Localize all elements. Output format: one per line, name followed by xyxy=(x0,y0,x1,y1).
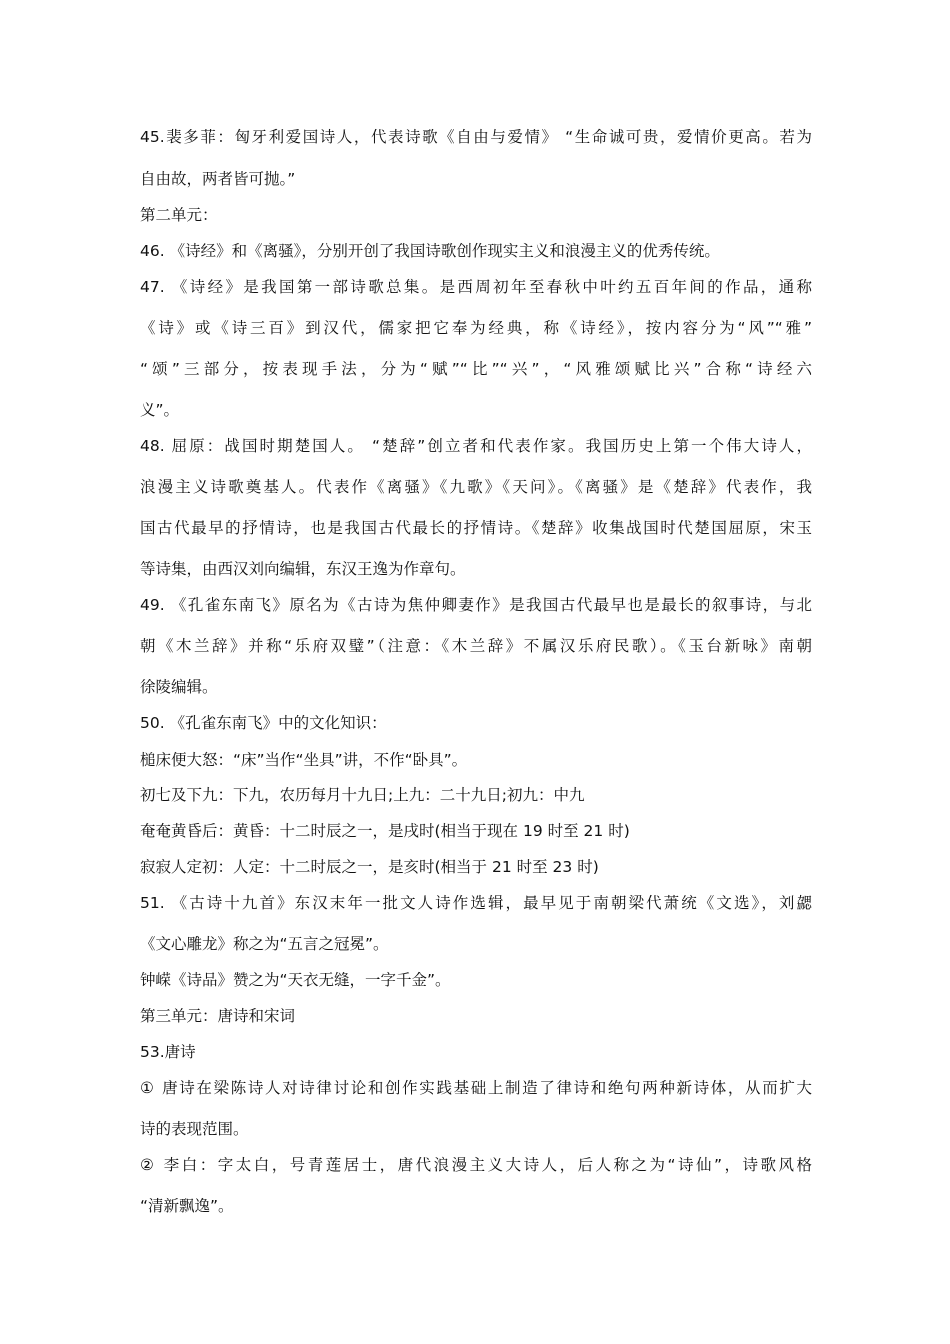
text-line: 46. 《诗经》和《离骚》，分别开创了我国诗歌创作现实主义和浪漫主义的优秀传统。 xyxy=(140,242,720,260)
section-heading: 第二单元： xyxy=(140,206,218,224)
text-line: 45.裴多菲：匈牙利爱国诗人，代表诗歌《自由与爱情》 “生命诚可贵，爱情价更高。若为 xyxy=(140,128,812,146)
text-line: 槌床便大怒：“床”当作“坐具”讲，不作“卧具”。 xyxy=(140,751,468,769)
text-line: 50. 《孔雀东南飞》中的文化知识： xyxy=(140,714,387,732)
text-line: 等诗集，由西汉刘向编辑，东汉王逸为作章句。 xyxy=(140,560,466,578)
text-line: 自由故，两者皆可抛。” xyxy=(140,170,296,188)
text-line: 《诗》或《诗三百》到汉代，儒家把它奉为经典，称《诗经》，按内容分为“风”“雅” xyxy=(140,319,812,337)
text-line: 《文心雕龙》称之为“五言之冠冕”。 xyxy=(140,935,389,953)
text-line: 49. 《孔雀东南飞》原名为《古诗为焦仲卿妻作》是我国古代最早也是最长的叙事诗，与北 xyxy=(140,596,812,614)
text-line: 初七及下九：下九，农历每月十九日;上九：二十九日;初九：中九 xyxy=(140,786,585,804)
text-line: 寂寂人定初：人定：十二时辰之一，是亥时(相当于 21 时至 23 时) xyxy=(140,858,599,876)
text-line: 53.唐诗 xyxy=(140,1043,196,1061)
text-line: 浪漫主义诗歌奠基人。代表作《离骚》《九歌》《天问》。《离骚》是《楚辞》代表作，我 xyxy=(140,478,812,496)
text-line: ① 唐诗在梁陈诗人对诗律讨论和创作实践基础上制造了律诗和绝句两种新诗体，从而扩大 xyxy=(140,1079,812,1097)
text-line: 47. 《诗经》是我国第一部诗歌总集。是西周初年至春秋中叶约五百年间的作品，通称 xyxy=(140,278,812,296)
text-line: “清新飘逸”。 xyxy=(140,1197,234,1215)
section-heading: 第三单元：唐诗和宋词 xyxy=(140,1007,296,1025)
text-line: 诗的表现范围。 xyxy=(140,1120,249,1138)
text-line: “颂”三部分，按表现手法，分为“赋”“比”“兴”，“风雅颂赋比兴”合称“诗经六 xyxy=(140,360,812,378)
text-line: 徐陵编辑。 xyxy=(140,678,218,696)
text-line: 国古代最早的抒情诗，也是我国古代最长的抒情诗。《楚辞》收集战国时代楚国屈原，宋玉 xyxy=(140,519,812,537)
text-line: 义”。 xyxy=(140,401,180,419)
text-line: ② 李白：字太白，号青莲居士，唐代浪漫主义大诗人，后人称之为“诗仙”，诗歌风格 xyxy=(140,1156,812,1174)
text-line: 51. 《古诗十九首》东汉末年一批文人诗作选辑，最早见于南朝梁代萧统《文选》，刘勰 xyxy=(140,894,812,912)
text-line: 朝《木兰辞》并称“乐府双璧”（注意：《木兰辞》不属汉乐府民歌）。《玉台新咏》南朝 xyxy=(140,637,812,655)
text-line: 48. 屈原：战国时期楚国人。 “楚辞”创立者和代表作家。我国历史上第一个伟大诗人， xyxy=(140,437,812,455)
text-line: 奄奄黄昏后：黄昏：十二时辰之一，是戌时(相当于现在 19 时至 21 时) xyxy=(140,822,630,840)
text-line: 钟嵘《诗品》赞之为“天衣无缝，一字千金”。 xyxy=(140,971,451,989)
